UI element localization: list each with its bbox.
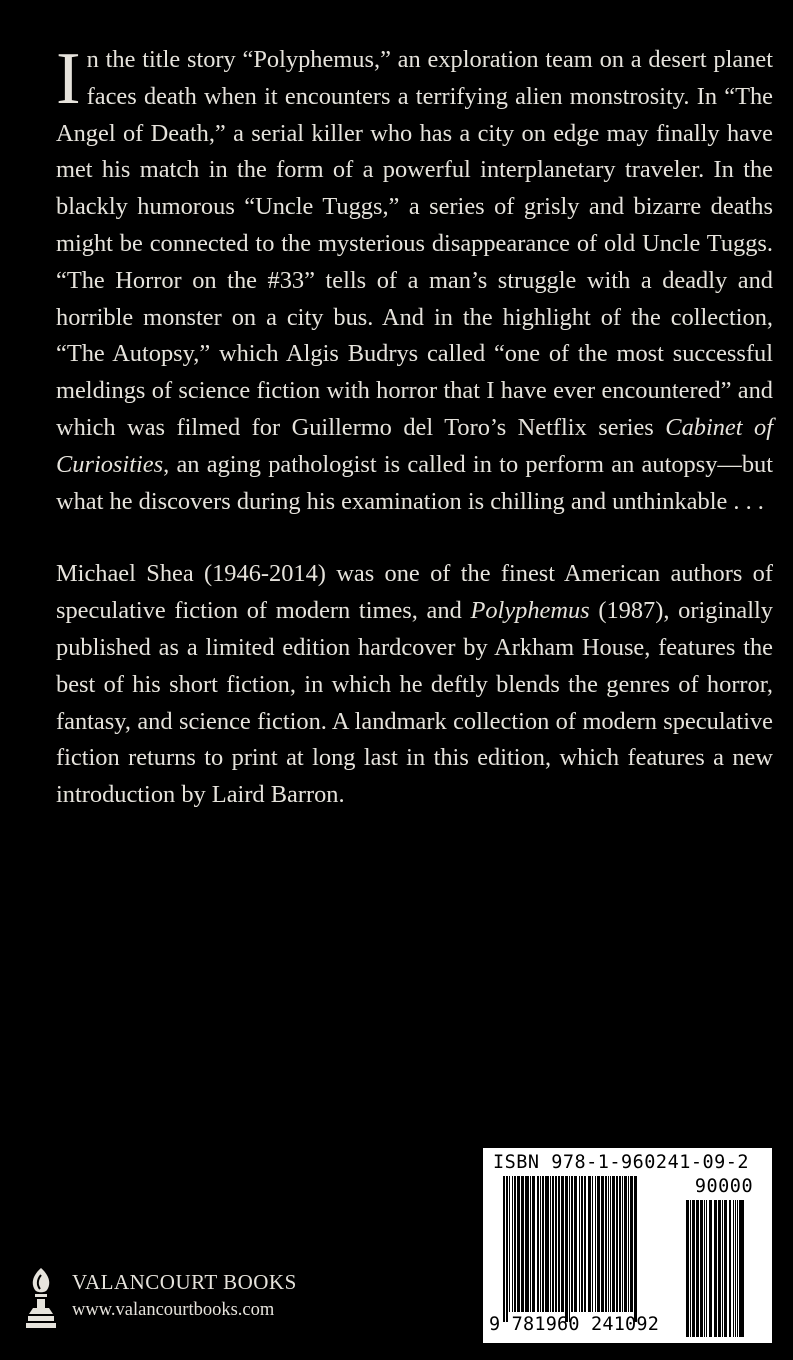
barcode-bar	[506, 1176, 508, 1322]
barcode-bar	[690, 1200, 692, 1337]
blurb-text: Michael Shea (1946-2014) was one of the finest American authors of speculative fiction of modern times, and	[56, 560, 773, 625]
barcode-bar	[581, 1176, 583, 1312]
barcode-bar	[552, 1176, 554, 1312]
ean-number: 9 781960 241092	[489, 1314, 660, 1335]
barcode-bar	[555, 1176, 557, 1312]
barcode-bar	[514, 1176, 516, 1312]
barcode-bar	[546, 1176, 549, 1312]
barcode-bar	[595, 1176, 596, 1312]
barcode-bar	[733, 1200, 734, 1337]
barcode-bar	[624, 1176, 627, 1312]
barcode-bar	[686, 1200, 689, 1337]
barcode-bar	[630, 1176, 633, 1312]
blurb-text: , an aging pathologist is called in to perform an autopsy—but what he discovers during his examination is chilling and unthinkable . . .	[56, 450, 773, 515]
book-title: Polyphemus	[470, 597, 590, 625]
barcode-bar	[521, 1176, 524, 1312]
barcode-bar	[530, 1176, 531, 1312]
isbn-label: ISBN 978-1-960241-09-2	[493, 1152, 750, 1173]
barcode-bar	[610, 1176, 611, 1312]
publisher-name: VALANCOURT BOOKS	[72, 1270, 297, 1294]
barcode-bar	[579, 1176, 580, 1312]
barcode-bar	[619, 1176, 621, 1312]
publisher-url: www.valancourtbooks.com	[72, 1300, 275, 1320]
publisher-block	[26, 1266, 356, 1330]
barcode-bar	[550, 1176, 551, 1312]
barcode-bar	[574, 1176, 577, 1312]
barcode-bar	[527, 1176, 529, 1312]
addon-number: 90000	[694, 1176, 754, 1197]
barcode-bar	[711, 1200, 712, 1337]
barcode-bar	[706, 1200, 707, 1337]
barcode-bar	[542, 1176, 544, 1312]
barcode-bar	[597, 1176, 600, 1312]
back-cover-blurb	[56, 38, 773, 814]
barcode-bar	[592, 1176, 593, 1312]
barcode-bar	[525, 1176, 527, 1312]
blurb-text: (1987), originally published as a limited edition hardcover by Arkham House, features the best of his short fiction, in which he deftly blends the genres of horror, fantasy, and science fiction. A landmark collection of modern speculative fiction returns to print at long last in this edition, which features a new introduction by Laird Barron.	[56, 597, 773, 809]
barcode-bar	[704, 1200, 705, 1337]
barcode-bar	[636, 1176, 637, 1322]
barcode-bar	[741, 1200, 744, 1337]
barcode-bar	[537, 1176, 539, 1312]
barcode-bar	[588, 1176, 591, 1312]
barcode-bar	[509, 1176, 510, 1312]
barcode-bar	[696, 1200, 698, 1337]
barcode-bar	[628, 1176, 629, 1312]
barcode-bar	[709, 1200, 711, 1337]
barcode-bar	[700, 1200, 703, 1337]
ean-bars	[503, 1176, 671, 1316]
barcode-bar	[517, 1176, 519, 1312]
barcode-bar	[714, 1200, 717, 1337]
barcode-bar	[739, 1200, 741, 1337]
isbn-barcode	[483, 1148, 772, 1343]
blurb-paragraph-stories	[56, 38, 773, 520]
addon-bars	[686, 1200, 762, 1337]
barcode-bar	[571, 1176, 573, 1312]
barcode-bar	[512, 1176, 513, 1312]
barcode-bar	[561, 1176, 564, 1312]
barcode-bar	[601, 1176, 603, 1312]
drop-cap: I	[56, 38, 81, 120]
barcode-bar	[584, 1176, 586, 1312]
barcode-bar	[503, 1176, 505, 1322]
barcode-bar	[532, 1176, 535, 1312]
blurb-paragraph-author	[56, 556, 773, 814]
barcode-bar	[616, 1176, 618, 1312]
barcode-bar	[605, 1176, 607, 1312]
barcode-bar	[634, 1176, 636, 1322]
blurb-text: n the title story “Polyphemus,” an exploration team on a desert planet faces death when it encounters a terrifying alien monstrosity. In “The Angel of Death,” a serial killer who has a city on edge may finally have met his match in the form of a powerful interplanetary traveler. In the blackly humorous “Uncle Tuggs,” a series of grisly and bizarre deaths might be connected to the mysterious disappearance of old Uncle Tuggs. “The Horror on the #33” tells of a man’s struggle with a deadly and horrible monster on a city bus. And in the highlight of the collection, “The Autopsy,” which Algis Budrys called “one of the most successful meldings of science fiction with horror that I have ever encountered” and which was filmed for Guillermo del Toro’s Netflix series	[56, 46, 773, 441]
barcode-bar	[692, 1200, 695, 1337]
barcode-bar	[722, 1200, 723, 1337]
barcode-bar	[612, 1176, 615, 1312]
lamp-logo-icon	[26, 1266, 56, 1330]
barcode-bar	[718, 1200, 721, 1337]
series-title: Cabinet of Curiosities	[56, 413, 773, 478]
barcode-bar	[724, 1200, 727, 1337]
barcode-bar	[729, 1200, 732, 1337]
barcode-bar	[565, 1176, 568, 1322]
